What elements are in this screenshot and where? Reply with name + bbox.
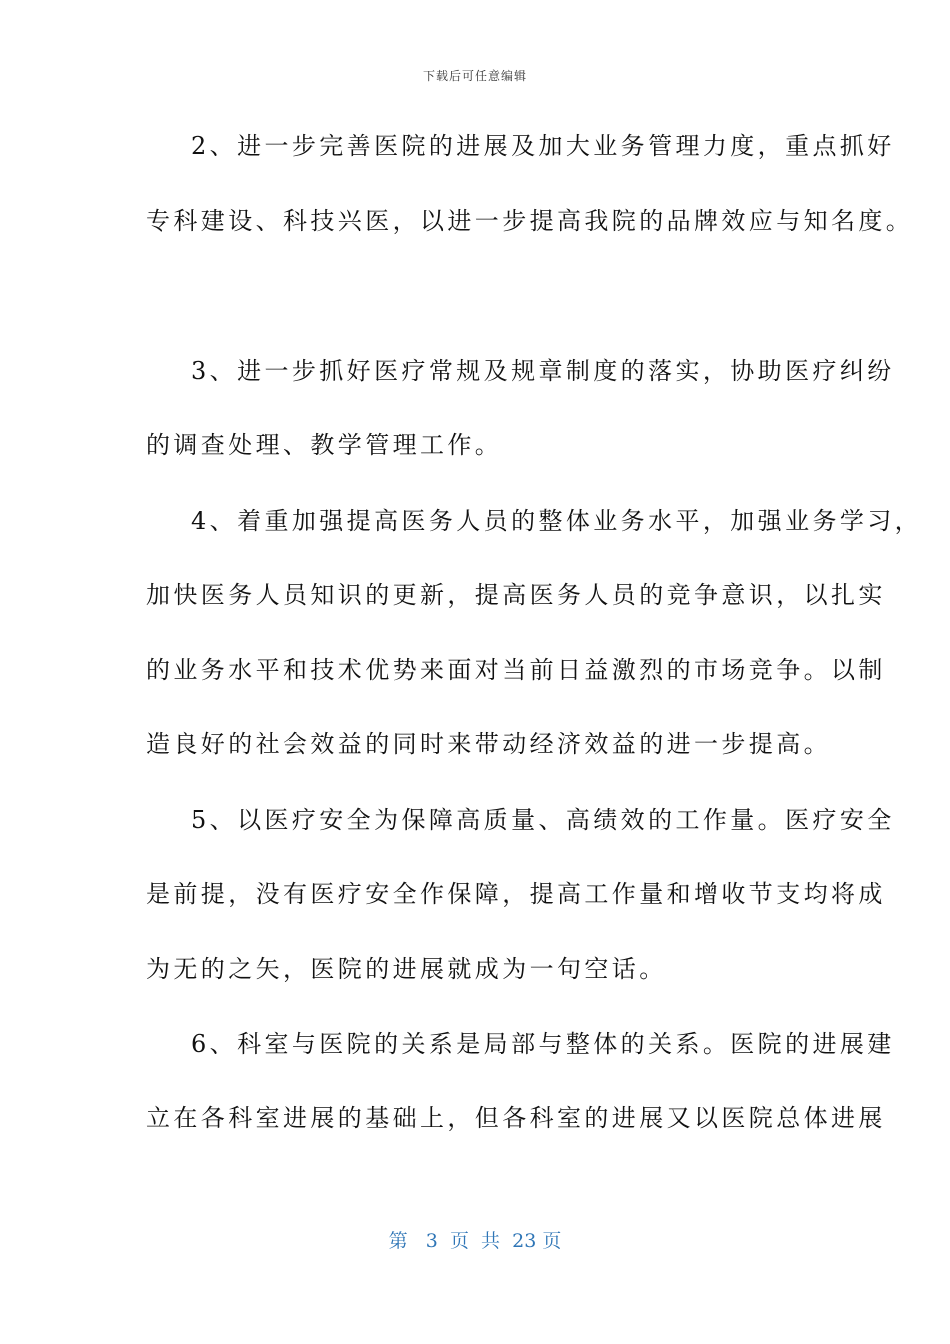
page-header: 下载后可任意编辑	[422, 69, 527, 83]
paragraph-line: 3、进一步抓好医疗常规及规章制度的落实，协助医疗纠纷	[191, 357, 895, 385]
paragraph-line: 为无的之矢，医院的进展就成为一句空话。	[146, 955, 667, 983]
page-number-footer: 第 3 页 共 23 页	[388, 1230, 562, 1252]
paragraph-line: 是前提，没有医疗安全作保障，提高工作量和增收节支均将成	[146, 880, 886, 908]
paragraph-line: 5、以医疗安全为保障高质量、高绩效的工作量。医疗安全	[191, 806, 895, 834]
paragraph-line: 立在各科室进展的基础上，但各科室的进展又以医院总体进展	[146, 1104, 886, 1132]
paragraph-line: 加快医务人员知识的更新，提高医务人员的竞争意识，以扎实	[146, 581, 886, 609]
paragraph-line: 2、进一步完善医院的进展及加大业务管理力度，重点抓好	[191, 132, 895, 160]
paragraph-line: 造良好的社会效益的同时来带动经济效益的进一步提高。	[146, 730, 831, 758]
paragraph-line: 6、科室与医院的关系是局部与整体的关系。医院的进展建	[191, 1030, 895, 1058]
paragraph-line: 的业务水平和技术优势来面对当前日益激烈的市场竞争。以制	[146, 656, 886, 684]
paragraph-line: 专科建设、科技兴医，以进一步提高我院的品牌效应与知名度。	[146, 207, 914, 235]
paragraph-line: 的调查处理、教学管理工作。	[146, 431, 503, 459]
paragraph-line: 4、着重加强提高医务人员的整体业务水平，加强业务学习，	[191, 507, 923, 535]
